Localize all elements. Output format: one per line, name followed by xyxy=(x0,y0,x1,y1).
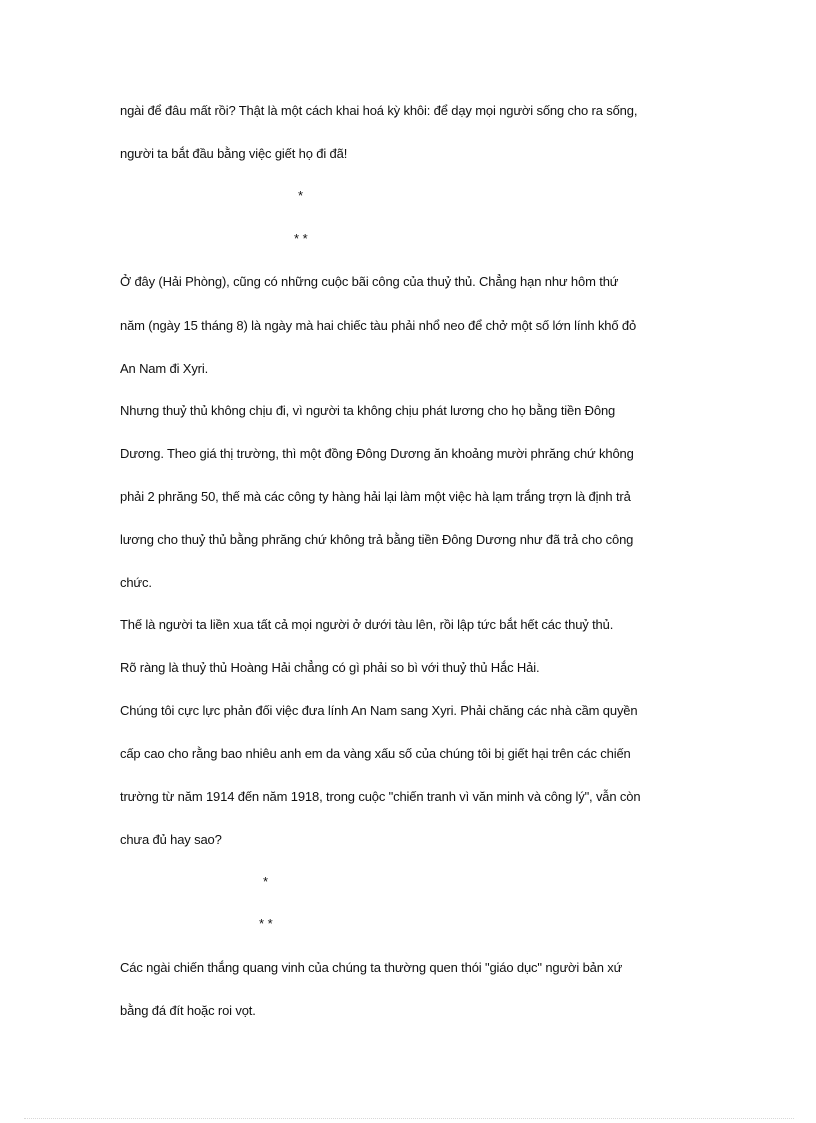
page-bottom-rule xyxy=(24,1118,794,1119)
text-line: bằng đá đít hoặc roi vọt. xyxy=(120,1003,256,1018)
section-separator-star: * xyxy=(298,188,304,203)
section-separator-stars: * * xyxy=(294,231,308,246)
text-line: năm (ngày 15 tháng 8) là ngày mà hai chiếc tàu phải nhổ neo để chở một số lớn lính khố đỏ xyxy=(120,318,637,333)
text-line: Rõ ràng là thuỷ thủ Hoàng Hải chẳng có gì phải so bì với thuỷ thủ Hắc Hải. xyxy=(120,660,540,675)
text-line: Nhưng thuỷ thủ không chịu đi, vì người ta không chịu phát lương cho họ bằng tiền Đông xyxy=(120,403,616,418)
section-separator-stars: * * xyxy=(259,916,273,931)
text-line: Dương. Theo giá thị trường, thì một đồng Đông Dương ăn khoảng mười phrăng chứ không xyxy=(120,446,634,461)
text-line: Ở đây (Hải Phòng), cũng có những cuộc bãi công của thuỷ thủ. Chẳng hạn như hôm thứ xyxy=(120,274,619,289)
text-line: chưa đủ hay sao? xyxy=(120,832,222,847)
text-line: ngài để đâu mất rồi? Thật là một cách khai hoá kỳ khôi: để dạy mọi người sống cho ra sống, xyxy=(120,103,638,118)
text-line: Các ngài chiến thắng quang vinh của chúng ta thường quen thói "giáo dục" người bản xứ xyxy=(120,960,623,975)
text-line: lương cho thuỷ thủ bằng phrăng chứ không trả bằng tiền Đông Dương như đã trả cho công xyxy=(120,532,634,547)
section-separator-star: * xyxy=(263,874,269,889)
text-line: trường từ năm 1914 đến năm 1918, trong cuộc "chiến tranh vì văn minh và công lý", vẫn còn xyxy=(120,789,641,804)
text-line: phải 2 phrăng 50, thế mà các công ty hàng hải lại làm một việc hà lạm trắng trợn là định trả xyxy=(120,489,631,504)
text-line: cấp cao cho rằng bao nhiêu anh em da vàng xấu số của chúng tôi bị giết hại trên các chiến xyxy=(120,746,631,761)
text-line: An Nam đi Xyri. xyxy=(120,361,209,376)
text-line: Thế là người ta liền xua tất cả mọi người ở dưới tàu lên, rồi lập tức bắt hết các thuỷ thủ. xyxy=(120,617,614,632)
text-line: người ta bắt đầu bằng việc giết họ đi đã! xyxy=(120,146,348,161)
text-line: Chúng tôi cực lực phản đối việc đưa lính An Nam sang Xyri. Phải chăng các nhà cầm quyền xyxy=(120,703,638,718)
text-line: chức. xyxy=(120,575,152,590)
